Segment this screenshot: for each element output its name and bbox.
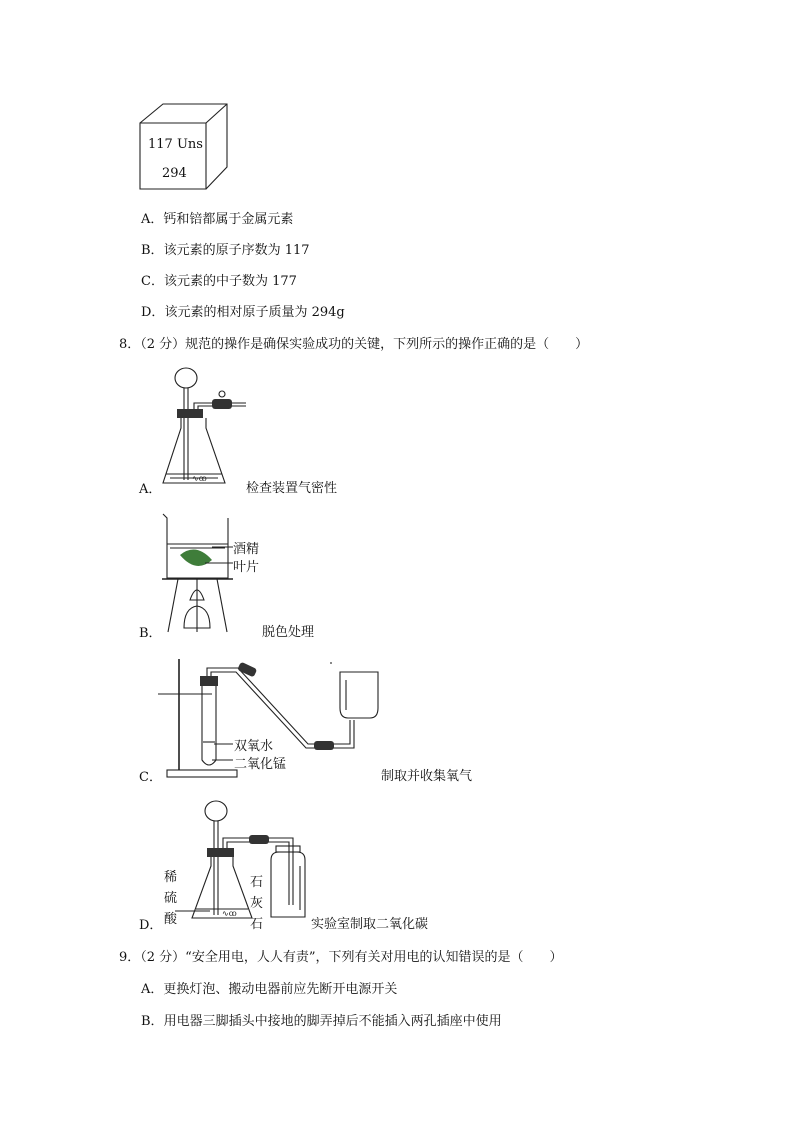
label-alcohol: 酒精 bbox=[233, 542, 260, 557]
q8-option-c-caption: 制取并收集氧气 bbox=[381, 769, 473, 784]
q7-option-c: C．该元素的中子数为 177 bbox=[141, 274, 297, 289]
svg-text:∿ꝏ: ∿ꝏ bbox=[222, 909, 237, 918]
q8-option-a-letter: A． bbox=[139, 482, 162, 497]
label-limestone: 石灰石 bbox=[250, 875, 264, 932]
label-leaf: 叶片 bbox=[233, 560, 260, 575]
q8-option-d-caption: 实验室制取二氧化碳 bbox=[311, 917, 429, 932]
q7-option-b: B．该元素的原子序数为 117 bbox=[141, 243, 310, 258]
q9-option-b: B．用电器三脚插头中接地的脚弄掉后不能插入两孔插座中使用 bbox=[141, 1014, 502, 1029]
q8-option-b-caption: 脱色处理 bbox=[262, 625, 315, 640]
q9-option-a: A．更换灯泡、搬动电器前应先断开电源开关 bbox=[141, 982, 398, 997]
q9-stem: 9．（2 分）“安全用电，人人有责”，下列有关对用电的认知错误的是（ ） bbox=[119, 950, 563, 965]
label-dilute-sulfuric-acid: 稀硫酸 bbox=[164, 870, 178, 927]
q8-option-b-letter: B． bbox=[139, 626, 162, 641]
q7-option-d: D．该元素的相对原子质量为 294g bbox=[141, 305, 345, 320]
label-hydrogen-peroxide: 双氧水 bbox=[234, 739, 274, 754]
q7-option-a: A．钙和锫都属于金属元素 bbox=[141, 212, 294, 227]
q8-stem: 8．（2 分）规范的操作是确保实验成功的关键，下列所示的操作正确的是（ ） bbox=[119, 337, 589, 352]
q8-option-a-caption: 检查装置气密性 bbox=[246, 481, 338, 496]
element-number-symbol: 117 Uns bbox=[148, 137, 203, 152]
q8-option-d-letter: D． bbox=[139, 918, 163, 933]
label-manganese-dioxide: 二氧化锰 bbox=[234, 757, 287, 772]
q8-option-c-letter: C． bbox=[139, 770, 162, 785]
svg-text:∿ꝏ: ∿ꝏ bbox=[192, 474, 207, 483]
element-mass: 294 bbox=[162, 166, 187, 181]
